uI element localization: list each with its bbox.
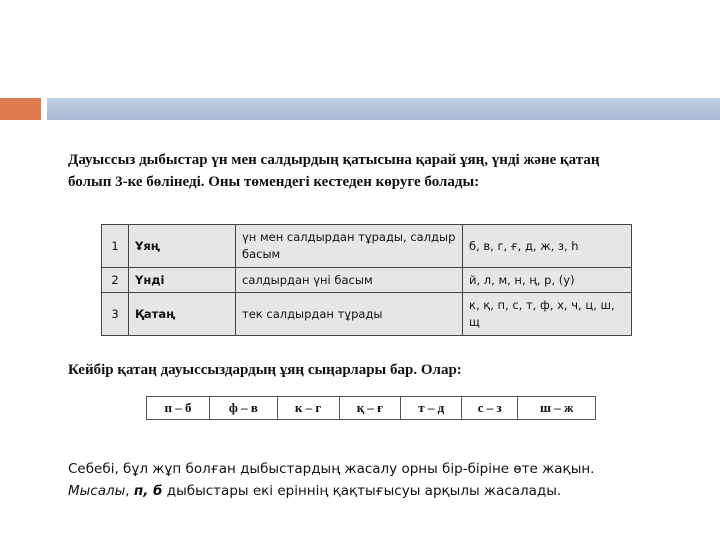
accent-bar-blue	[47, 98, 720, 120]
table-row	[102, 268, 632, 293]
pair-cell: с – з	[462, 397, 518, 420]
type-description: тек салдырдан тұрады	[236, 293, 463, 336]
closing-paragraph	[68, 458, 708, 502]
pair-cell: т – д	[401, 397, 462, 420]
table-row	[102, 225, 632, 268]
consonant-classification-table	[101, 224, 632, 336]
closing-line-2	[68, 480, 708, 502]
pair-cell: п – б	[147, 397, 210, 420]
consonant-type: Үнді	[129, 268, 236, 293]
example-word: Мысалы	[68, 483, 126, 499]
table-row	[102, 293, 632, 336]
closing-line-2-rest: дыбыстары екі еріннің қақтығысуы арқылы жасалады.	[166, 483, 562, 499]
closing-line-1: Себебі, бұл жұп болған дыбыстардың жасалу орны бір-біріне өте жақын.	[68, 461, 595, 477]
pair-cell: қ – ғ	[339, 397, 401, 420]
pair-cell: ш – ж	[518, 397, 596, 420]
accent-bar-orange	[0, 98, 41, 120]
type-letters: б, в, г, ғ, д, ж, з, һ	[463, 225, 632, 268]
intro-paragraph: Дауыссыз дыбыстар үн мен салдырдың қатысына қарай ұяң, үнді және қатаң болып 3-ке бөлінеді. Оны төмендегі кестеден көруге болады:	[68, 152, 600, 190]
consonant-type: Ұяң	[129, 225, 236, 268]
type-description: үн мен салдырдан тұрады, салдыр басым	[236, 225, 463, 268]
row-number: 2	[102, 268, 129, 293]
type-letters: к, қ, п, с, т, ф, х, ч, ц, ш, щ	[463, 293, 632, 336]
pair-cell: ф – в	[210, 397, 278, 420]
row-number: 3	[102, 293, 129, 336]
example-comma: ,	[125, 483, 130, 499]
pairs-heading: Кейбір қатаң дауыссыздардың ұяң сыңарлары бар. Олар:	[68, 362, 462, 378]
consonant-type: Қатаң	[129, 293, 236, 336]
type-description: салдырдан үні басым	[236, 268, 463, 293]
type-letters: й, л, м, н, ң, р, (у)	[463, 268, 632, 293]
row-number: 1	[102, 225, 129, 268]
example-letters: п, б	[133, 483, 163, 499]
consonant-pairs-table	[146, 396, 596, 420]
pairs-row	[147, 397, 596, 420]
pair-cell: к – г	[277, 397, 339, 420]
